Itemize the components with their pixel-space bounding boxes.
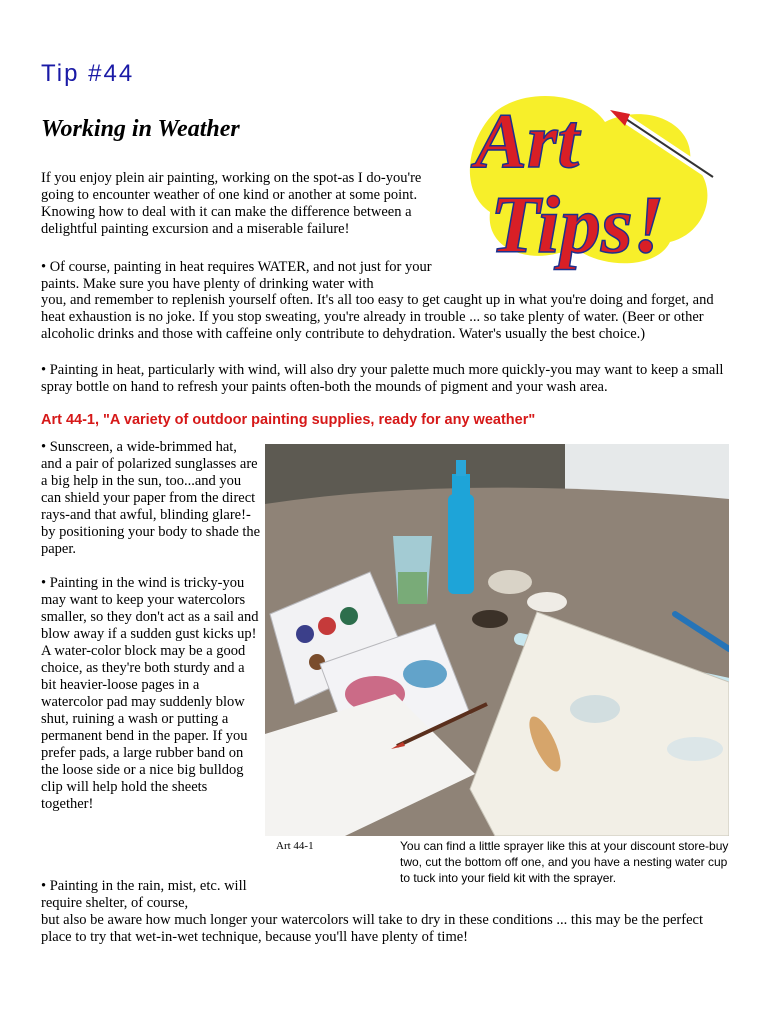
intro-paragraph: If you enjoy plein air painting, working on the spot-as I do-you're going to encounter weather of one kind or another at some point. Knowing how to deal with it can make the difference between a delightful painting excursion and a miserable failure! — [41, 170, 422, 237]
logo-art-text: Art — [475, 97, 580, 184]
supplies-photo — [265, 444, 729, 836]
wind-heat-paragraph: • Painting in heat, particularly with wind, will also dry your palette much more quickly-you may want to keep a small spray bottle on hand to refresh your paints often-both the mounds of pigment and your wash area. — [41, 362, 724, 395]
wind-paragraph: • Painting in the wind is tricky-you may want to keep your watercolors smaller, so they don't act as a sail and blow away if a sudden gust kicks up! A water-color block may be a good choice, as they're both sturdy and a bit heavier-loose pages in a watercolor pad may suddenly blow shut, ruining a wash or putting a permanent bend in the paper. If you prefer pads, a large rubber band on the loose side or a nice big bulldog clip will help hold the sheets together! — [41, 575, 259, 812]
side-column — [41, 439, 261, 813]
rain-paragraph-part2: but also be aware how much longer your watercolors will take to dry in these conditions ... this may be the perfect place to try that wet-in-wet technique, because you'll have plenty of time! — [41, 912, 703, 945]
supplies-photo-graphic — [265, 444, 729, 836]
logo-tips-text: Tips! — [490, 179, 665, 270]
article-title: Working in Weather — [41, 116, 240, 142]
heat-paragraph-part1: • Of course, painting in heat requires WATER, and not just for your paints. Make sure you have plenty of drinking water with — [41, 259, 432, 292]
art-tips-logo-graphic — [455, 82, 725, 272]
sunscreen-paragraph: • Sunscreen, a wide-brimmed hat, and a pair of polarized sunglasses are a big help in the sun, too...and you can shield your paper from the direct rays-and that awful, blinding glare!-by positioning your body to shade the paper. — [41, 439, 261, 557]
art-tips-logo — [455, 82, 725, 272]
figure-caption: You can find a little sprayer like this at your discount store-buy two, cut the bottom off one, and you have a nesting water cup to tuck into your field kit with the sprayer. — [400, 839, 729, 885]
figure-heading: Art 44-1, "A variety of outdoor painting supplies, ready for any weather" — [41, 412, 536, 428]
rain-paragraph-part1: • Painting in the rain, mist, etc. will require shelter, of course, — [41, 878, 247, 911]
tip-number: Tip #44 — [41, 60, 135, 87]
heat-paragraph-part2: you, and remember to replenish yourself often. It's all too easy to get caught up in what you're doing and forget, and heat exhaustion is no joke. If you stop sweating, you're already in trouble ... so take plenty of water. (Beer or other alcoholic drinks and those with caffeine only contribute to dehydration. Water's usually the best choice.) — [41, 292, 714, 342]
figure-label: Art 44-1 — [276, 840, 314, 852]
